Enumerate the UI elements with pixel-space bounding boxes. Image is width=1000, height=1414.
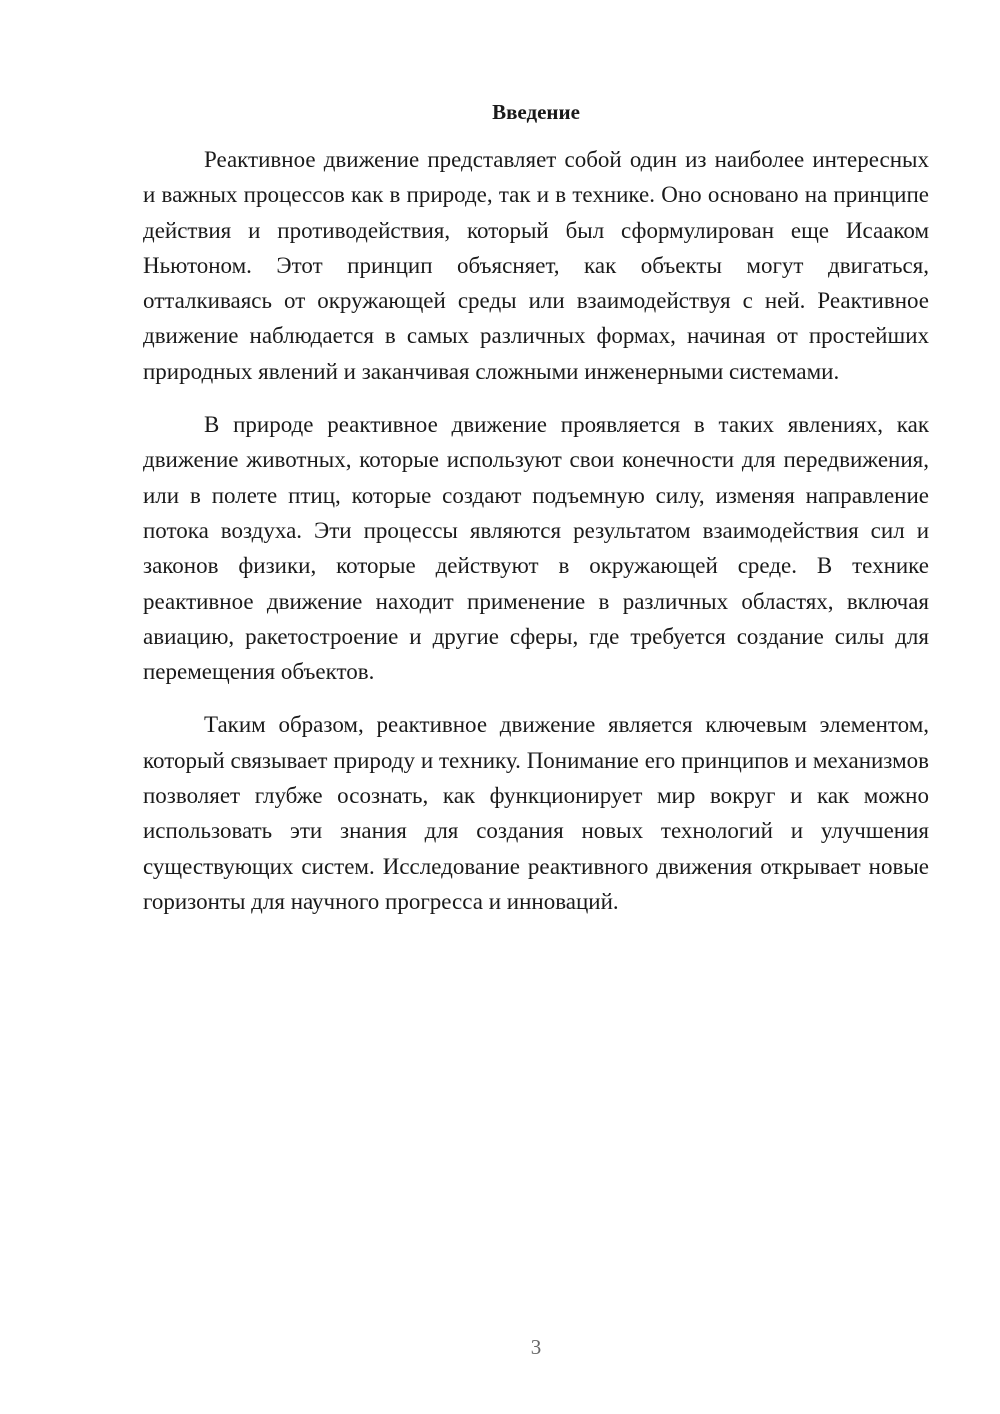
document-body xyxy=(143,142,929,937)
paragraph-2: В природе реактивное движение проявляется в таких явлениях, как движение животных, которые используют свои конечности для передвижения, или в полете птиц, которые создают подъемную силу, изменяя направление потока воздуха. Эти процессы являются результатом взаимодействия сил и законов физики, которые действуют в окружающей среде. В технике реактивное движение находит применение в различных областях, включая авиацию, ракетостроение и другие сферы, где требуется создание силы для перемещения объектов. xyxy=(143,412,929,685)
paragraph-1: Реактивное движение представляет собой один из наиболее интересных и важных процессов как в природе, так и в технике. Оно основано на принципе действия и противодействия, который был сформулирован еще Исааком Ньютоном. Этот принцип объясняет, как объекты могут двигаться, отталкиваясь от окружающей среды или взаимодействуя с ней. Реактивное движение наблюдается в самых различных формах, начиная от простейших природных явлений и заканчивая сложными инженерными системами. xyxy=(143,147,929,384)
page-number: 3 xyxy=(530,1335,542,1359)
page-title: Введение xyxy=(492,100,580,124)
paragraph-3: Таким образом, реактивное движение является ключевым элементом, который связывает природу и технику. Понимание его принципов и механизмов позволяет глубже осознать, как функционирует мир вокруг и как можно использовать эти знания для создания новых технологий и улучшения существующих систем. Исследование реактивного движения открывает новые горизонты для научного прогресса и инноваций. xyxy=(143,712,929,914)
